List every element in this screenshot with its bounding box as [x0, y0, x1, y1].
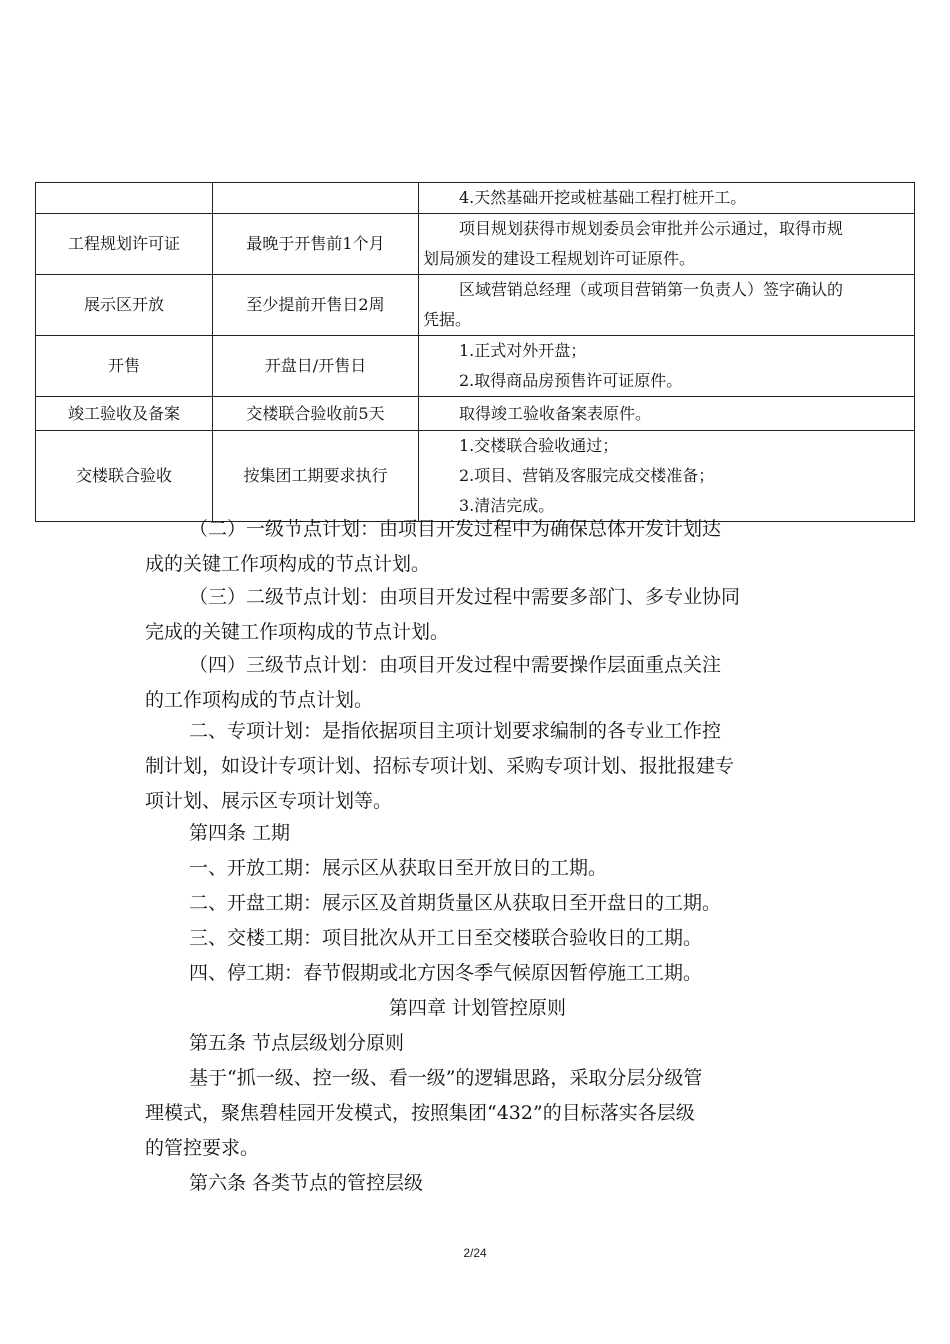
page-number: 2/24	[463, 1246, 487, 1260]
standard-line: 凭据。	[423, 310, 472, 329]
standard-line: 2.项目、营销及客服完成交楼准备；	[459, 466, 715, 485]
node-cell: 竣工验收及备案	[36, 397, 213, 431]
text-line: 的管控要求。	[145, 1137, 260, 1159]
time-cell	[213, 183, 419, 214]
standard-line: 1.正式对外开盘；	[459, 341, 587, 360]
text-line: 基于“抓一级、控一级、看一级”的逻辑思路，采取分层分级管	[189, 1067, 703, 1089]
time-cell: 最晚于开售前1个月	[213, 214, 419, 275]
node-cell: 开售	[36, 336, 213, 397]
text-line: 制计划，如设计专项计划、招标专项计划、采购专项计划、报批报建专	[145, 755, 735, 777]
paragraph-special-plan	[145, 714, 810, 819]
paragraph-level3-plan	[145, 648, 810, 718]
paragraph-level1-plan	[145, 512, 810, 582]
standard-cell	[419, 336, 915, 397]
time-cell: 开盘日/开售日	[213, 336, 419, 397]
text-line: 完成的关键工作项构成的节点计划。	[145, 621, 450, 643]
time-cell: 按集团工期要求执行	[213, 431, 419, 522]
article-4-heading: 第四条 工期	[189, 822, 291, 844]
text-line: 的工作项构成的节点计划。	[145, 689, 374, 711]
standard-line: 划局颁发的建设工程规划许可证原件。	[423, 249, 696, 268]
table-row	[36, 214, 915, 275]
text-line: 二、专项计划：是指依据项目主项计划要求编制的各专业工作控	[189, 720, 722, 742]
text-line: （四）三级节点计划：由项目开发过程中需要操作层面重点关注	[189, 654, 722, 676]
standard-line: 项目规划获得市规划委员会审批并公示通过，取得市规	[459, 219, 844, 238]
standard-cell	[419, 183, 915, 214]
table-row	[36, 183, 915, 214]
text-line: （三）二级节点计划：由项目开发过程中需要多部门、多专业协同	[189, 586, 741, 608]
node-standard-table	[35, 182, 915, 522]
standard-cell	[419, 431, 915, 522]
table-row	[36, 275, 915, 336]
article-6-heading: 第六条 各类节点的管控层级	[189, 1172, 424, 1194]
time-cell: 交楼联合验收前5天	[213, 397, 419, 431]
standard-line: 区域营销总经理（或项目营销第一负责人）签字确认的	[459, 280, 844, 299]
standard-line: 1.交楼联合验收通过；	[459, 436, 619, 455]
standard-line: 3.清洁完成。	[459, 496, 555, 515]
node-cell: 展示区开放	[36, 275, 213, 336]
node-cell	[36, 183, 213, 214]
text-line: （二）一级节点计划：由项目开发过程中为确保总体开发计划达	[189, 518, 722, 540]
table-row	[36, 336, 915, 397]
standard-cell	[419, 275, 915, 336]
text-line: 项计划、展示区专项计划等。	[145, 790, 393, 812]
paragraph-level2-plan	[145, 580, 810, 650]
text-line: 一、开放工期：展示区从获取日至开放日的工期。	[189, 857, 608, 879]
text-line: 成的关键工作项构成的节点计划。	[145, 553, 431, 575]
table-row	[36, 431, 915, 522]
node-cell: 交楼联合验收	[36, 431, 213, 522]
standard-cell	[419, 397, 915, 431]
standard-cell	[419, 214, 915, 275]
article-5-heading: 第五条 节点层级划分原则	[189, 1032, 405, 1054]
standard-line: 取得竣工验收备案表原件。	[459, 403, 652, 423]
time-cell: 至少提前开售日2周	[213, 275, 419, 336]
text-line: 三、交楼工期：项目批次从开工日至交楼联合验收日的工期。	[189, 927, 703, 949]
table-row	[36, 397, 915, 431]
text-line: 理模式，聚焦碧桂园开发模式，按照集团“432”的目标落实各层级	[145, 1102, 695, 1124]
text-line: 四、停工期：春节假期或北方因冬季气候原因暂停施工工期。	[189, 962, 703, 984]
duration-section	[145, 816, 810, 1201]
text-line: 二、开盘工期：展示区及首期货量区从获取日至开盘日的工期。	[189, 892, 722, 914]
chapter-heading: 第四章 计划管控原则	[388, 997, 567, 1019]
standard-line: 4.天然基础开挖或桩基础工程打桩开工。	[459, 188, 747, 207]
node-cell: 工程规划许可证	[36, 214, 213, 275]
standard-line: 2.取得商品房预售许可证原件。	[459, 371, 683, 390]
